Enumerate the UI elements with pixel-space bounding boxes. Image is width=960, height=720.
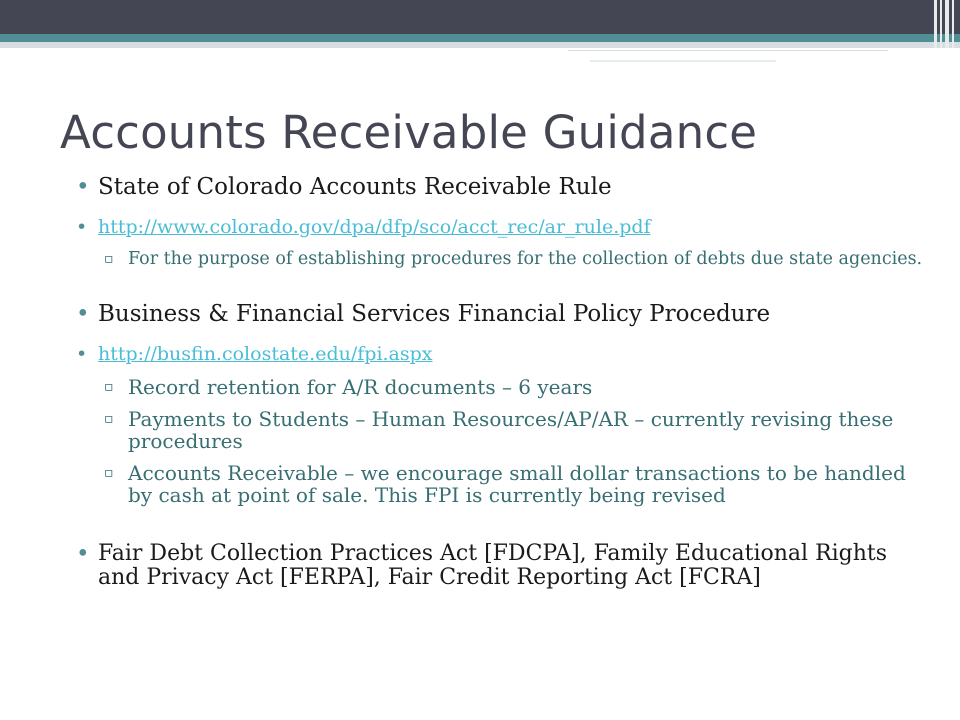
square-bullet-icon: ▫ <box>104 411 114 427</box>
heading-text: Fair Debt Collection Practices Act [FDCPA], Family Educational Rights and Privacy Act [FERPA], Fair Credit Reporting Act [FCRA] <box>98 541 888 590</box>
slide-title: Accounts Receivable Guidance <box>60 106 758 159</box>
square-bullet-icon: ▫ <box>104 251 114 267</box>
slide-content <box>76 174 926 590</box>
sub-bullet-text: Accounts Receivable – we encourage small dollar transactions to be handled by cash at point of sale. This FPI is currently being revised <box>128 461 906 507</box>
square-bullet-icon: ▫ <box>104 465 114 481</box>
header-decor-line-short <box>590 60 776 62</box>
fpi-link[interactable]: http://busfin.colostate.edu/fpi.aspx <box>98 343 433 365</box>
sub-bullet-text: For the purpose of establishing procedures for the collection of debts due state agencies. <box>128 249 923 269</box>
sub-bullet-text: Record retention for A/R documents – 6 years <box>128 375 593 399</box>
sub-bullet-text: Payments to Students – Human Resources/AP/AR – currently revising these procedures <box>128 407 894 453</box>
bullet-icon: • <box>76 343 88 365</box>
heading-text: Business & Financial Services Financial Policy Procedure <box>98 301 771 327</box>
sub-bullet <box>76 249 926 269</box>
bullet-link <box>76 342 926 366</box>
sub-bullet <box>76 376 926 398</box>
sub-bullet <box>76 462 926 506</box>
header-light-bar <box>0 42 960 48</box>
bullet-heading <box>76 301 926 328</box>
bullet-icon: • <box>76 301 90 327</box>
bullet-icon: • <box>76 216 88 238</box>
sub-bullet <box>76 408 926 452</box>
header-decor-line <box>568 50 888 54</box>
bullet-icon: • <box>76 541 90 567</box>
square-bullet-icon: ▫ <box>104 379 114 395</box>
header-bar <box>0 0 960 34</box>
bullet-heading <box>76 174 926 201</box>
heading-text: State of Colorado Accounts Receivable Rule <box>98 174 612 200</box>
header-vertical-lines <box>926 0 960 48</box>
ar-rule-link[interactable]: http://www.colorado.gov/dpa/dfp/sco/acct_rec/ar_rule.pdf <box>98 216 651 238</box>
bullet-icon: • <box>76 174 90 200</box>
bullet-link <box>76 215 926 239</box>
bullet-heading <box>76 542 926 590</box>
header-accent-bar <box>0 34 960 42</box>
